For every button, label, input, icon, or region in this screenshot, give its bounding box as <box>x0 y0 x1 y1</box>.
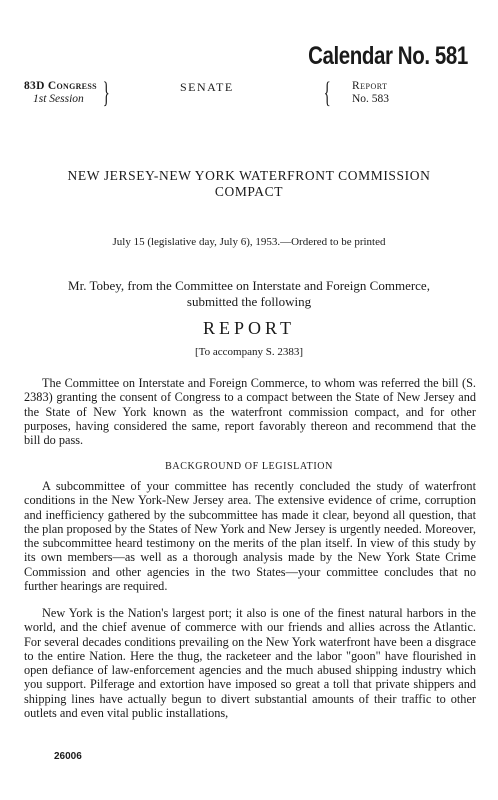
paragraph-new-york-port: New York is the Nation's largest port; it also is one of the finest natural harbors in the world, and the chief avenue of commerce with our friends and allies across the Atlantic. For several decades conditions prevailing on the New York waterfront have been a disgrace to the entire Nation. Here the thug, the racketeer and the labor "goon" have flourished in open defiance of law-enforcement agencies and the much abused shipping industry which you support. Pilferage and extortion have imposed so great a toll that private shippers and shipping lines have actually begun to divert substantial amounts of their traffic to other outlets and even vital public installations, <box>24 606 476 721</box>
section-heading-background: BACKGROUND OF LEGISLATION <box>165 461 333 472</box>
congress-session <box>24 80 97 106</box>
report-number-block <box>352 80 389 106</box>
report-label: Report <box>352 80 388 92</box>
document-header <box>0 76 498 114</box>
title-line-2: COMPACT <box>214 184 284 199</box>
paragraph-referral: The Committee on Interstate and Foreign Commerce, to whom was referred the bill (S. 2383) granting the consent of Congress to a compact between the State of New Jersey and the State of New York known as the waterfront commission compact, and for other purposes, having considered the same, report favorably thereon and recommend that the bill do pass. <box>24 376 476 448</box>
session-label: 1st Session <box>33 93 84 105</box>
submitter-line-1: Mr. Tobey, from the Committee on Interstate and Foreign Commerce, <box>68 278 430 293</box>
report-number: No. 583 <box>352 93 390 105</box>
document-title <box>0 168 498 200</box>
chamber-label: SENATE <box>180 80 234 94</box>
title-line-1: NEW JERSEY-NEW YORK WATERFRONT COMMISSION <box>67 168 431 183</box>
calendar-number: Calendar No. 581 <box>308 42 468 70</box>
accompany-bill: [To accompany S. 2383] <box>195 346 303 358</box>
brace-left-icon: } <box>102 76 110 109</box>
report-heading: REPORT <box>203 318 295 338</box>
brace-right-icon: { <box>323 76 331 109</box>
submitter-line-2: submitted the following <box>186 294 312 309</box>
footer-number: 26006 <box>54 751 82 762</box>
submitter-block <box>0 278 498 310</box>
paragraph-subcommittee: A subcommittee of your committee has recently concluded the study of waterfront conditions in the New York-New Jersey area. The extensive evidence of crime, corruption and inefficiency gathered by the subcommittee has made it clear, beyond all question, that the plan proposed by the States of New York and New Jersey is urgently needed. Moreover, the subcommittee heard testimony on the merits of the plan itself. In view of this study by its own members—as well as a thorough analysis made by the New York State Crime Commission and other agencies in the two States—your committee concludes that no further hearings are required. <box>24 479 476 594</box>
congress-label: 83D Congress <box>24 80 97 92</box>
ordered-printed-line: July 15 (legislative day, July 6), 1953.—Ordered to be printed <box>112 236 386 248</box>
